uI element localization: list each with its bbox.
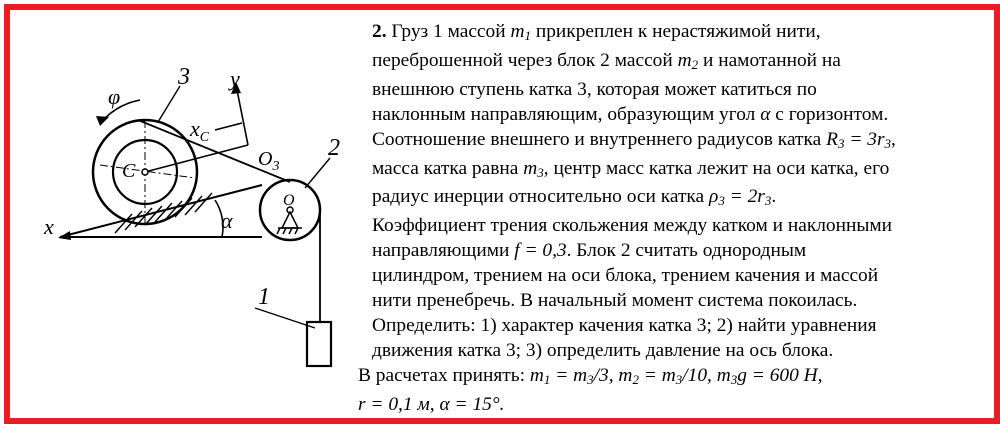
text-segment: Соотношение внешнего и внутреннего радиусов катка [372,128,827,150]
o-point-label: O [283,192,295,209]
alpha-label: α [221,208,233,233]
text-line [358,239,980,264]
text-line [358,20,980,49]
pointer-2 [305,158,330,188]
block-number-label: 2 [328,135,340,161]
o3-label: $O_3$ [258,148,280,174]
text-segment: 1 [543,371,551,387]
text-segment: радиус инерции относительно оси катка [372,186,709,208]
text-segment: цилиндром, трением на оси блока, трением качения и массой [372,265,879,287]
text-segment: 3 [837,135,845,151]
text-segment: . [771,186,777,208]
text-segment: 2 [632,371,639,387]
text-segment: 3 [675,371,683,387]
text-segment: Коэффициент трения скольжения между катком и наклонными [372,215,893,237]
text-segment: 2 [691,56,699,72]
xc-label: $x_C$ [190,116,210,145]
roller-number-label: 3 [178,64,190,90]
text-segment: прикреплен к нерастяжимой нити, [530,21,821,42]
text-segment: /10, m [682,364,731,386]
text-segment: направляющими [372,240,515,262]
text-segment: , центр масс катка лежит на оси катка, его [543,157,890,179]
text-segment: m [529,364,544,386]
pointer-3 [158,86,180,122]
text-line [358,78,980,103]
text-segment: , [891,128,896,150]
text-line [358,49,980,78]
text-line [358,264,980,289]
text-line [358,339,980,364]
load-rect [307,322,331,366]
text-segment: 3 [884,135,891,151]
text-segment: m [677,49,692,71]
text-segment: α [760,103,771,125]
text-segment: переброшенной через блок 2 массой [372,49,678,71]
text-segment: . Блок 2 считать однородным [566,240,807,262]
text-segment: = m [550,364,588,386]
text-segment: ρ [709,186,719,208]
pointer-1 [255,308,315,328]
text-line [358,128,980,157]
text-segment: 3 [764,193,772,209]
text-segment: m [510,21,525,42]
text-line [358,214,980,239]
phi-label: φ [108,84,121,109]
text-segment: с горизонтом. [770,103,889,125]
text-segment: = m [638,364,676,386]
text-segment: Определить: 1) характер качения катка 3; 2) найти уравнения [372,314,877,336]
mechanism-figure [20,50,360,380]
y-axis-label: y [230,66,240,91]
text-segment: В расчетах принять: [358,364,530,386]
text-line [358,157,980,186]
text-segment: нити пренебречь. В начальный момент система покоилась. [372,290,858,312]
text-segment: внешнюю ступень катка 3, которая может катиться по [372,78,817,100]
text-segment: 3 [587,371,594,387]
load-number-label: 1 [258,284,270,310]
text-segment: = 2r [724,186,765,208]
text-segment: 3 [718,193,725,209]
text-segment: Груз 1 массой [391,21,511,42]
text-segment: движения катка 3; 3) определить давление на ось блока. [372,339,834,361]
text-segment: 3 [730,371,738,387]
y-axis [236,85,248,145]
text-segment: /3, m [593,364,633,386]
text-segment: m [523,157,538,179]
text-line [358,393,980,418]
text-segment: = 3r [844,128,885,150]
text-segment: R [826,128,838,150]
text-segment: 1 [524,28,531,43]
text-segment: f = 0,3 [514,240,567,262]
x-axis-label: x [44,214,54,239]
text-line [358,314,980,339]
text-segment: масса катка равна [372,157,524,179]
text-segment: r = 0,1 м, α = 15°. [358,393,505,415]
text-line [358,364,980,393]
problem-text [358,20,980,418]
text-line [358,289,980,314]
text-segment: g = 600 Н, [737,364,823,386]
text-segment: 3 [537,164,544,180]
text-segment: и намотанной на [698,49,841,71]
text-segment: наклонным направляющим, образующим угол [372,103,761,125]
text-line [358,185,980,214]
problem-number: 2. [372,21,387,42]
c-point-label: C [122,160,136,182]
text-line [358,103,980,128]
